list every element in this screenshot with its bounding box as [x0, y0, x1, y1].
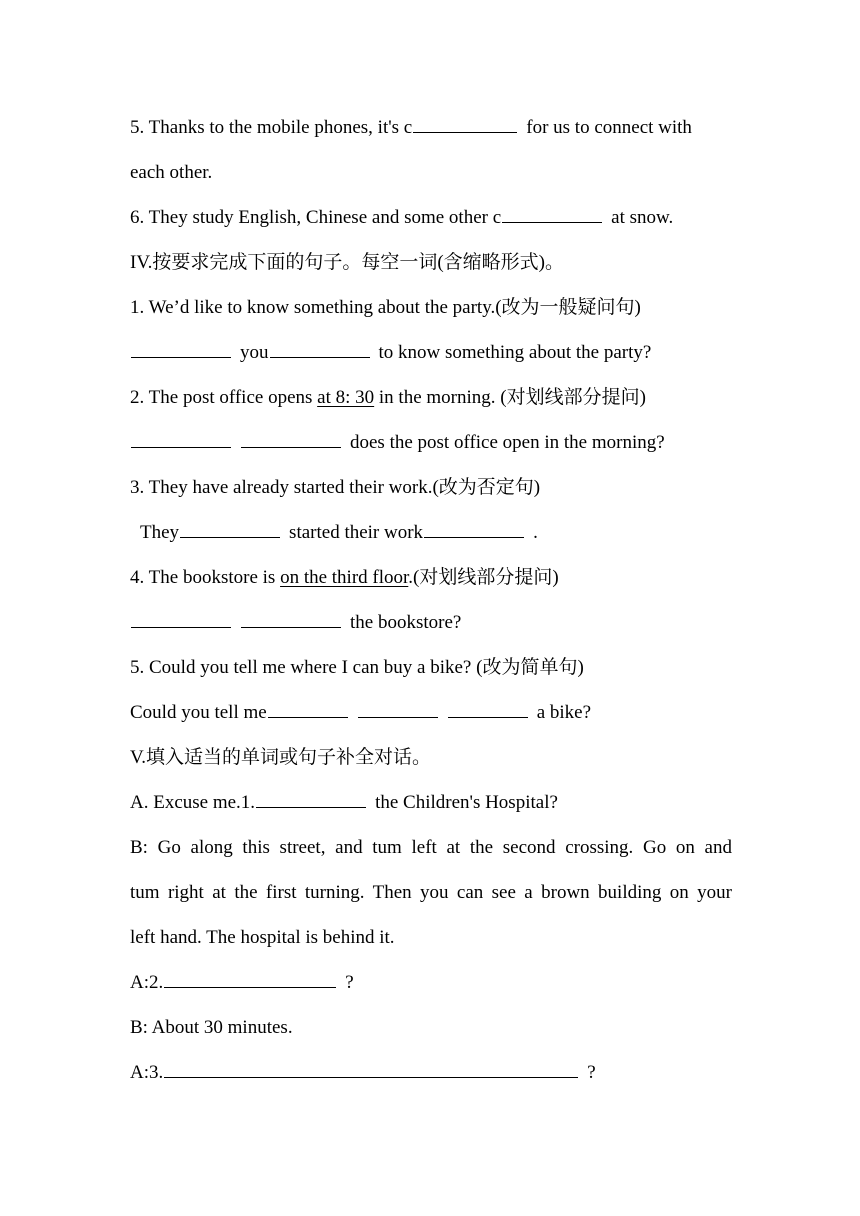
question-prompt: [130, 555, 732, 600]
dialogue-text: A. Excuse me.1.: [130, 792, 256, 813]
dialogue-text: the Children's Hospital?: [375, 792, 558, 813]
answer-text: a bike?: [536, 702, 592, 723]
answer-line: [130, 510, 732, 555]
dialogue-line: B: Go along this street, and tum left at the second crossing. Go on and: [130, 837, 732, 858]
question-text: 6. They study English, Chinese and some other c: [130, 207, 502, 228]
dialogue-line: [130, 960, 732, 1005]
answer-blank[interactable]: [241, 432, 341, 448]
answer-line: [130, 420, 732, 465]
answer-blank[interactable]: [131, 612, 231, 628]
question-prompt: 3. They have already started their work.(改为否定句): [130, 477, 541, 498]
prompt-text: .(对划线部分提问): [408, 567, 559, 588]
question-text: for us to connect with: [526, 117, 692, 138]
question-prompt: [130, 375, 732, 420]
answer-text: to know something about the party?: [378, 342, 652, 363]
section-heading: IV.按要求完成下面的句子。每空一词(含缩略形式)。: [130, 252, 565, 273]
question-text: each other.: [130, 162, 213, 183]
dialogue-text: A:3.: [130, 1062, 164, 1083]
exercise-line: [130, 150, 732, 195]
prompt-text: in the morning. (对划线部分提问): [374, 387, 646, 408]
dialogue-line: tum right at the first turning. Then you can see a brown building on your: [130, 882, 732, 903]
prompt-text: 2. The post office opens: [130, 387, 318, 408]
question-prompt: 1. We’d like to know something about the party.(改为一般疑问句): [130, 297, 641, 318]
dialogue-line: left hand. The hospital is behind it.: [130, 927, 395, 948]
question-text: 5. Thanks to the mobile phones, it's c: [130, 117, 413, 138]
dialogue-line: B: About 30 minutes.: [130, 1017, 293, 1038]
section-heading: V.填入适当的单词或句子补全对话。: [130, 747, 432, 768]
exercise-line: [130, 195, 732, 240]
answer-line: [130, 330, 732, 375]
answer-blank[interactable]: [180, 522, 280, 538]
answer-text: started their work: [289, 522, 424, 543]
answer-blank[interactable]: [358, 702, 438, 718]
answer-blank[interactable]: [164, 1062, 578, 1078]
underlined-phrase: at 8: 30: [317, 387, 375, 408]
answer-text: does the post office open in the morning?: [350, 432, 665, 453]
answer-blank[interactable]: [502, 207, 602, 223]
answer-blank[interactable]: [241, 612, 341, 628]
answer-text: They: [140, 522, 180, 543]
prompt-text: 4. The bookstore is: [130, 567, 281, 588]
answer-text: .: [533, 522, 538, 543]
answer-blank[interactable]: [424, 522, 524, 538]
answer-blank[interactable]: [268, 702, 348, 718]
answer-blank[interactable]: [131, 432, 231, 448]
dialogue-line: [130, 1050, 732, 1095]
answer-blank[interactable]: [131, 342, 231, 358]
answer-text: you: [240, 342, 269, 363]
answer-line: [130, 690, 732, 735]
underlined-phrase: on the third floor: [280, 567, 409, 588]
worksheet-page: [130, 105, 732, 1095]
dialogue-text: ?: [587, 1062, 596, 1083]
answer-text: Could you tell me: [130, 702, 267, 723]
question-prompt: 5. Could you tell me where I can buy a bike? (改为简单句): [130, 657, 584, 678]
exercise-line: [130, 105, 732, 150]
answer-blank[interactable]: [413, 117, 517, 133]
answer-blank[interactable]: [256, 792, 366, 808]
question-text: at snow.: [611, 207, 674, 228]
answer-line: [130, 600, 732, 645]
dialogue-line: [130, 780, 732, 825]
answer-blank[interactable]: [164, 972, 336, 988]
answer-blank[interactable]: [448, 702, 528, 718]
dialogue-text: ?: [345, 972, 354, 993]
answer-text: the bookstore?: [350, 612, 462, 633]
answer-blank[interactable]: [270, 342, 370, 358]
dialogue-text: A:2.: [130, 972, 164, 993]
